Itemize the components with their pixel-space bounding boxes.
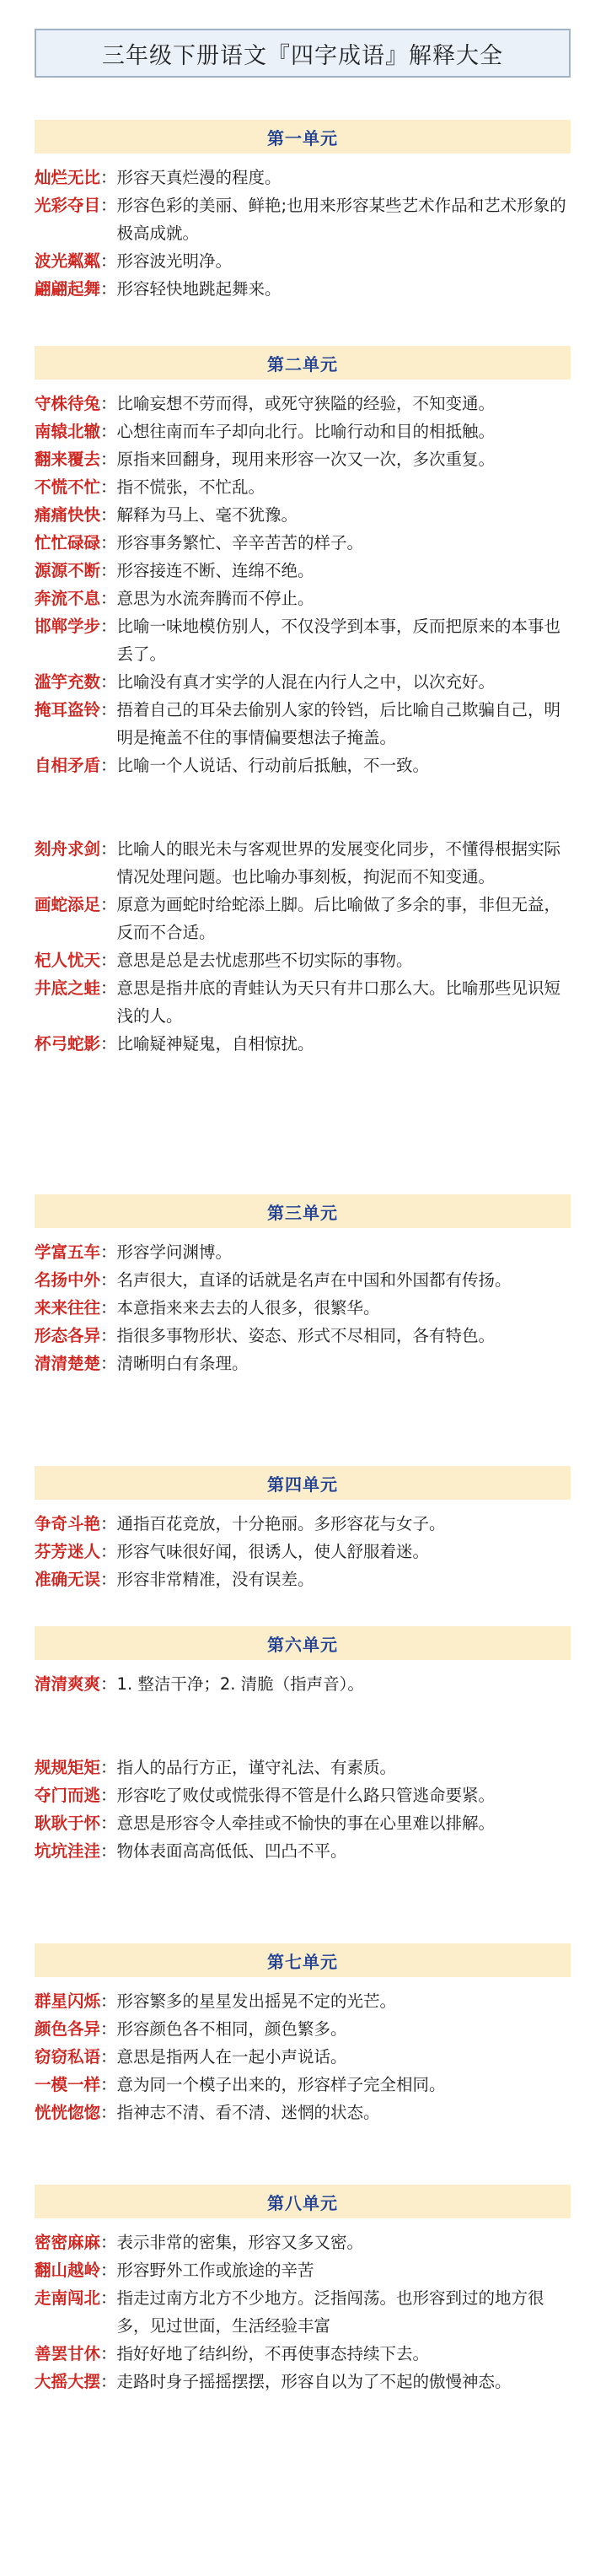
term-separator: ： <box>100 2344 117 2363</box>
term-separator: ： <box>100 1570 117 1589</box>
term-separator: ： <box>100 1786 117 1805</box>
idiom-entry <box>35 585 571 612</box>
unit-section <box>35 1626 571 1865</box>
term-separator: ： <box>100 422 117 441</box>
idiom-term: 芬芳迷人 <box>35 1542 101 1561</box>
idiom-definition: 形容吃了败仗或慌张得不管是什么路只管逃命要紧。 <box>116 1786 496 1805</box>
unit-section <box>35 2185 571 2395</box>
idiom-entry <box>35 445 571 473</box>
idiom-entry <box>35 946 571 974</box>
term-separator: ： <box>100 700 117 719</box>
idiom-entry <box>35 835 571 891</box>
term-separator: ： <box>100 2019 117 2039</box>
idiom-term: 杯弓蛇影 <box>35 1034 101 1054</box>
idiom-list <box>35 164 571 303</box>
idiom-term: 颜色各异 <box>35 2019 101 2039</box>
unit-header: 第一单元 <box>35 120 571 154</box>
idiom-definition: 表示非常的密集，形容又多又密。 <box>116 2233 364 2252</box>
term-separator: ： <box>100 1514 117 1533</box>
term-separator: ： <box>100 477 117 497</box>
idiom-entry <box>35 2368 571 2395</box>
term-separator: ： <box>100 1270 117 1290</box>
idiom-definition: 比喻疑神疑鬼，自相惊扰。 <box>116 1034 314 1054</box>
idiom-term: 翩翩起舞 <box>35 279 101 299</box>
idiom-entry <box>35 1809 571 1837</box>
term-separator: ： <box>100 168 117 187</box>
idiom-term: 痛痛快快 <box>35 505 101 525</box>
idiom-term: 走南闯北 <box>35 2288 101 2308</box>
idiom-definition: 指好好地了结纠纷，不再使事态持续下去。 <box>116 2344 430 2363</box>
term-separator: ： <box>100 394 117 413</box>
idiom-term: 不慌不忙 <box>35 477 101 497</box>
idiom-entry <box>35 1987 571 2015</box>
idiom-entry <box>35 1837 571 1865</box>
term-separator: ： <box>100 2372 117 2391</box>
idiom-definition: 意思是总是去忧虑那些不切实际的事物。 <box>116 951 413 970</box>
idiom-definition: 指走过南方北方不少地方。泛指闯荡。也形容到过的地方很多，见过世面，生活经验丰富 <box>116 2288 544 2336</box>
unit-section <box>35 346 571 1058</box>
idiom-entry <box>35 2256 571 2284</box>
idiom-entry <box>35 2071 571 2099</box>
term-separator: ： <box>100 1991 117 2011</box>
idiom-term: 灿烂无比 <box>35 168 101 187</box>
idiom-definition: 比喻一味地模仿别人，不仅没学到本事，反而把原来的本事也丢了。 <box>116 617 561 664</box>
idiom-definition: 通指百花竞放，十分艳丽。多形容花与女子。 <box>116 1514 446 1533</box>
idiom-definition: 比喻一个人说话、行动前后抵触，不一致。 <box>116 756 430 775</box>
idiom-list <box>35 390 571 1058</box>
idiom-definition: 形容学问渊博。 <box>116 1242 233 1262</box>
idiom-list <box>35 1987 571 2126</box>
term-separator: ： <box>100 2047 117 2067</box>
idiom-entry <box>35 2284 571 2340</box>
idiom-term: 光彩夺目 <box>35 196 101 215</box>
idiom-entry <box>35 390 571 418</box>
idiom-definition: 解释为马上、毫不犹豫。 <box>116 505 298 525</box>
idiom-entry <box>35 247 571 275</box>
idiom-definition: 形容繁多的星星发出摇晃不定的光芒。 <box>116 1991 397 2011</box>
idiom-entry <box>35 529 571 557</box>
term-separator: ： <box>100 895 117 914</box>
unit-header: 第七单元 <box>35 1943 571 1977</box>
idiom-entry <box>35 1754 571 1781</box>
idiom-definition: 本意指来来去去的人很多，很繁华。 <box>116 1298 380 1318</box>
idiom-entry <box>35 557 571 585</box>
term-separator: ： <box>100 589 117 608</box>
idiom-term: 源源不断 <box>35 561 101 580</box>
idiom-definition: 指人的品行方正，谨守礼法、有素质。 <box>116 1758 397 1777</box>
term-separator: ： <box>100 196 117 215</box>
idiom-entry <box>35 1566 571 1593</box>
idiom-entry <box>35 473 571 501</box>
idiom-term: 耿耿于怀 <box>35 1813 101 1833</box>
idiom-term: 清清楚楚 <box>35 1354 101 1373</box>
unit-section <box>35 1194 571 1377</box>
idiom-term: 翻来覆去 <box>35 450 101 469</box>
term-separator: ： <box>100 251 117 271</box>
idiom-term: 密密麻麻 <box>35 2233 101 2252</box>
idiom-entry <box>35 1510 571 1538</box>
idiom-term: 井底之蛙 <box>35 978 101 998</box>
idiom-entry <box>35 2043 571 2071</box>
term-separator: ： <box>100 2261 117 2280</box>
idiom-definition: 意思是指井底的青蛙认为天只有井口那么大。比喻那些见识短浅的人。 <box>116 978 561 1026</box>
unit-header: 第二单元 <box>35 346 571 380</box>
idiom-definition: 形容颜色各不相同，颜色繁多。 <box>116 2019 347 2039</box>
idiom-term: 自相矛盾 <box>35 756 101 775</box>
idiom-definition: 形容事务繁忙、辛辛苦苦的样子。 <box>116 533 364 552</box>
unit-header: 第三单元 <box>35 1194 571 1228</box>
idiom-entry <box>35 191 571 247</box>
idiom-term: 名扬中外 <box>35 1270 101 1290</box>
term-separator: ： <box>100 839 117 859</box>
idiom-definition: 心想往南而车子却向北行。比喻行动和目的相抵触。 <box>116 422 496 441</box>
idiom-list <box>35 2228 571 2395</box>
idiom-definition: 1. 整洁干净；2. 清脆（指声音）。 <box>116 1674 364 1694</box>
idiom-definition: 名声很大，直译的话就是名声在中国和外国都有传扬。 <box>116 1270 512 1290</box>
idiom-definition: 原指来回翻身，现用来形容一次又一次，多次重复。 <box>116 450 496 469</box>
idiom-term: 忙忙碌碌 <box>35 533 101 552</box>
term-separator: ： <box>100 2233 117 2252</box>
unit-section <box>35 1466 571 1593</box>
term-separator: ： <box>100 1354 117 1373</box>
idiom-entry <box>35 2015 571 2043</box>
idiom-entry <box>35 275 571 303</box>
idiom-term: 滥竽充数 <box>35 672 101 692</box>
idiom-definition: 比喻没有真才实学的人混在内行人之中，以次充好。 <box>116 672 496 692</box>
term-separator: ： <box>100 1542 117 1561</box>
idiom-definition: 形容气味很好闻，很诱人，使人舒服着迷。 <box>116 1542 430 1561</box>
idiom-term: 规规矩矩 <box>35 1758 101 1777</box>
idiom-entry <box>35 1030 571 1058</box>
idiom-term: 来来往往 <box>35 1298 101 1318</box>
idiom-entry <box>35 1266 571 1294</box>
term-separator: ： <box>100 2288 117 2308</box>
idiom-term: 坑坑洼洼 <box>35 1841 101 1861</box>
idiom-entry <box>35 1538 571 1566</box>
idiom-term: 守株待兔 <box>35 394 101 413</box>
idiom-term: 夺门而逃 <box>35 1786 101 1805</box>
idiom-term: 争奇斗艳 <box>35 1514 101 1533</box>
idiom-definition: 意思是指两人在一起小声说话。 <box>116 2047 347 2067</box>
idiom-term: 准确无误 <box>35 1570 101 1589</box>
unit-section <box>35 120 571 303</box>
term-separator: ： <box>100 450 117 469</box>
term-separator: ： <box>100 505 117 525</box>
idiom-definition: 形容野外工作或旅途的辛苦 <box>116 2261 314 2280</box>
idiom-entry <box>35 612 571 668</box>
term-separator: ： <box>100 672 117 692</box>
idiom-definition: 比喻妄想不劳而得，或死守狭隘的经验，不知变通。 <box>116 394 496 413</box>
idiom-entry <box>35 164 571 191</box>
idiom-entry <box>35 1350 571 1377</box>
term-separator: ： <box>100 617 117 636</box>
term-separator: ： <box>100 978 117 998</box>
term-separator: ： <box>100 1841 117 1861</box>
idiom-term: 善罢甘休 <box>35 2344 101 2363</box>
idiom-entry <box>35 1294 571 1322</box>
unit-section <box>35 1943 571 2126</box>
idiom-definition: 捂着自己的耳朵去偷别人家的铃铛，后比喻自己欺骗自己，明明是掩盖不住的事情偏要想法子掩盖。 <box>116 700 561 747</box>
idiom-term: 恍恍惚惚 <box>35 2103 101 2122</box>
idiom-definition: 物体表面高高低低、凹凸不平。 <box>116 1841 347 1861</box>
term-separator: ： <box>100 951 117 970</box>
idiom-list <box>35 1510 571 1593</box>
term-separator: ： <box>100 1242 117 1262</box>
idiom-entry <box>35 752 571 779</box>
idiom-term: 刻舟求剑 <box>35 839 101 859</box>
idiom-definition: 意为同一个模子出来的，形容样子完全相同。 <box>116 2075 446 2094</box>
idiom-definition: 意思是形容令人牵挂或不愉快的事在心里难以排解。 <box>116 1813 496 1833</box>
term-separator: ： <box>100 2103 117 2122</box>
idiom-definition: 走路时身子摇摇摆摆，形容自以为了不起的傲慢神态。 <box>116 2372 512 2391</box>
idiom-definition: 指不慌张，不忙乱。 <box>116 477 265 497</box>
idiom-entry <box>35 1238 571 1266</box>
idiom-entry <box>35 1670 571 1698</box>
idiom-definition: 形容天真烂漫的程度。 <box>116 168 282 187</box>
idiom-definition: 形容接连不断、连绵不绝。 <box>116 561 314 580</box>
unit-header: 第八单元 <box>35 2185 571 2218</box>
idiom-definition: 形容轻快地跳起舞来。 <box>116 279 282 299</box>
term-separator: ： <box>100 279 117 299</box>
idiom-term: 形态各异 <box>35 1326 101 1345</box>
unit-header: 第六单元 <box>35 1626 571 1660</box>
term-separator: ： <box>100 1298 117 1318</box>
idiom-entry <box>35 2340 571 2368</box>
term-separator: ： <box>100 1034 117 1054</box>
idiom-entry <box>35 891 571 946</box>
idiom-definition: 形容色彩的美丽、鲜艳;也用来形容某些艺术作品和艺术形象的极高成就。 <box>116 196 566 243</box>
idiom-term: 画蛇添足 <box>35 895 101 914</box>
idiom-definition: 形容波光明净。 <box>116 251 233 271</box>
idiom-entry <box>35 418 571 445</box>
idiom-term: 学富五车 <box>35 1242 101 1262</box>
idiom-definition: 指神志不清、看不清、迷惘的状态。 <box>116 2103 380 2122</box>
idiom-entry <box>35 696 571 752</box>
idiom-term: 南辕北辙 <box>35 422 101 441</box>
term-separator: ： <box>100 756 117 775</box>
term-separator: ： <box>100 1758 117 1777</box>
idiom-list <box>35 1238 571 1377</box>
idiom-term: 奔流不息 <box>35 589 101 608</box>
idiom-definition: 形容非常精准，没有误差。 <box>116 1570 314 1589</box>
unit-header: 第四单元 <box>35 1466 571 1500</box>
term-separator: ： <box>100 1326 117 1345</box>
term-separator: ： <box>100 1674 117 1694</box>
idiom-entry <box>35 974 571 1030</box>
idiom-term: 掩耳盗铃 <box>35 700 101 719</box>
idiom-list <box>35 1670 571 1865</box>
term-separator: ： <box>100 2075 117 2094</box>
idiom-entry <box>35 1781 571 1809</box>
idiom-term: 一模一样 <box>35 2075 101 2094</box>
idiom-entry <box>35 2228 571 2256</box>
idiom-definition: 比喻人的眼光未与客观世界的发展变化同步，不懂得根据实际情况处理问题。也比喻办事刻板，拘泥而不知变通。 <box>116 839 561 887</box>
idiom-entry <box>35 2099 571 2126</box>
page-title: 三年级下册语文『四字成语』解释大全 <box>35 29 571 78</box>
idiom-entry <box>35 501 571 529</box>
idiom-definition: 指很多事物形状、姿态、形式不尽相同，各有特色。 <box>116 1326 496 1345</box>
idiom-term: 翻山越岭 <box>35 2261 101 2280</box>
idiom-entry <box>35 668 571 696</box>
term-separator: ： <box>100 561 117 580</box>
idiom-definition: 清晰明白有条理。 <box>116 1354 249 1373</box>
idiom-term: 大摇大摆 <box>35 2372 101 2391</box>
idiom-entry <box>35 1322 571 1350</box>
idiom-definition: 意思为水流奔腾而不停止。 <box>116 589 314 608</box>
idiom-term: 窃窃私语 <box>35 2047 101 2067</box>
idiom-term: 清清爽爽 <box>35 1674 101 1694</box>
idiom-definition: 原意为画蛇时给蛇添上脚。后比喻做了多余的事，非但无益，反而不合适。 <box>116 895 561 942</box>
term-separator: ： <box>100 533 117 552</box>
idiom-term: 群星闪烁 <box>35 1991 101 2011</box>
term-separator: ： <box>100 1813 117 1833</box>
idiom-term: 杞人忧天 <box>35 951 101 970</box>
idiom-term: 波光粼粼 <box>35 251 101 271</box>
idiom-term: 邯郸学步 <box>35 617 101 636</box>
